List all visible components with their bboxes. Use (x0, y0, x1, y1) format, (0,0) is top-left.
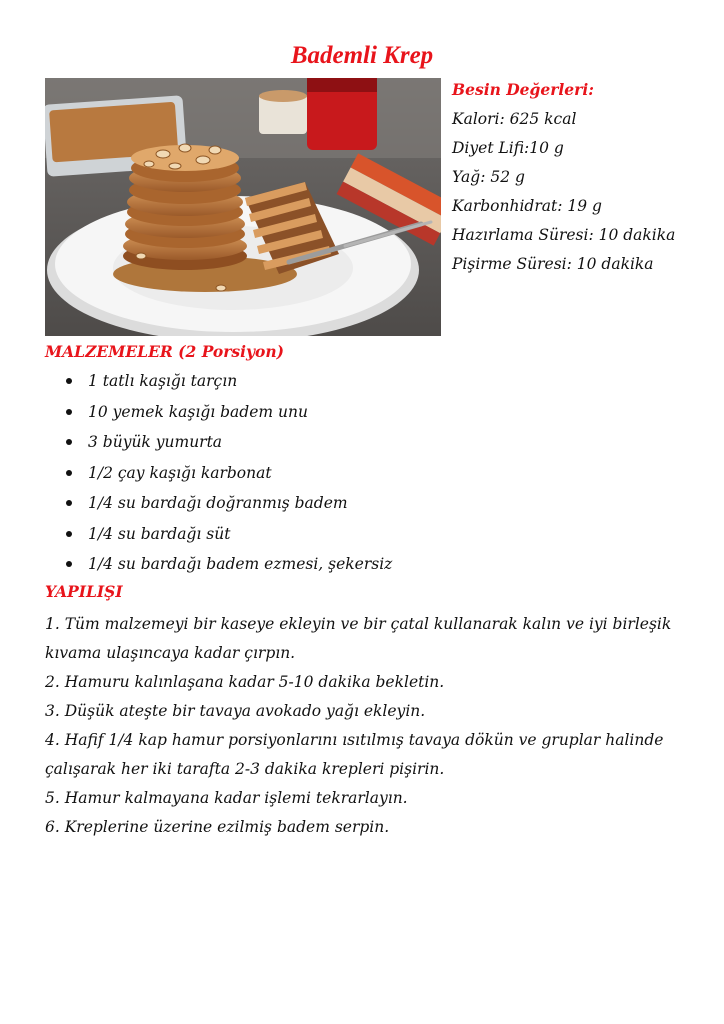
nutrition-facts (452, 79, 717, 282)
nutrition-prep-time: Hazırlama Süresi: 10 dakika (452, 226, 676, 244)
bullet-icon (66, 378, 72, 384)
steps-heading: YAPILIŞI (45, 582, 123, 601)
step-item: 1. Tüm malzemeyi bir kaseye ekleyin ve bir çatal kullanarak kalın ve iyi birleşik kıvama ulaşıncaya kadar çırpın. (45, 615, 672, 662)
list-item (45, 461, 392, 492)
list-item (45, 522, 392, 553)
nutrition-fat: Yağ: 52 g (452, 168, 525, 186)
nutrition-carbs: Karbonhidrat: 19 g (452, 197, 602, 215)
ingredients-heading: MALZEMELER (2 Porsiyon) (45, 342, 284, 361)
ingredient-text: 1/4 su bardağı süt (88, 524, 231, 543)
nutrition-fiber: Diyet Lifi:10 g (452, 139, 564, 157)
ingredients-list (45, 369, 392, 583)
list-item (45, 400, 392, 431)
list-item (45, 369, 392, 400)
bullet-icon (66, 439, 72, 445)
page-title: Bademli Krep (290, 42, 434, 69)
steps-list (45, 610, 715, 842)
bullet-icon (66, 500, 72, 506)
step-item: 6. Kreplerine üzerine ezilmiş badem serpin. (45, 818, 390, 836)
nutrition-heading: Besin Değerleri: (452, 80, 594, 99)
ingredient-text: 10 yemek kaşığı badem unu (88, 402, 308, 421)
nutrition-cook-time: Pişirme Süresi: 10 dakika (452, 255, 654, 273)
ingredient-text: 1/4 su bardağı doğranmış badem (88, 494, 348, 512)
pancake-stack-photo (45, 78, 441, 336)
ingredient-text: 1/2 çay kaşığı karbonat (88, 463, 272, 482)
step-item: 2. Hamuru kalınlaşana kadar 5-10 dakika bekletin. (45, 673, 445, 691)
step-item: 3. Düşük ateşte bir tavaya avokado yağı ekleyin. (45, 702, 426, 720)
ingredient-text: 1/4 su bardağı badem ezmesi, şekersiz (88, 555, 393, 573)
ingredient-text: 3 büyük yumurta (88, 433, 223, 451)
bullet-icon (66, 470, 72, 476)
bullet-icon (66, 561, 72, 567)
step-item: 5. Hamur kalmayana kadar işlemi tekrarlayın. (45, 789, 408, 807)
list-item (45, 491, 392, 522)
bullet-icon (66, 531, 72, 537)
bullet-icon (66, 409, 72, 415)
ingredient-text: 1 tatlı kaşığı tarçın (88, 372, 238, 390)
list-item (45, 552, 392, 583)
list-item (45, 430, 392, 461)
step-item: 4. Hafif 1/4 kap hamur porsiyonlarını ısıtılmış tavaya dökün ve gruplar halinde çalışarak her iki tarafta 2-3 dakika krepleri pişirin. (45, 731, 664, 778)
nutrition-calories: Kalori: 625 kcal (452, 110, 577, 128)
